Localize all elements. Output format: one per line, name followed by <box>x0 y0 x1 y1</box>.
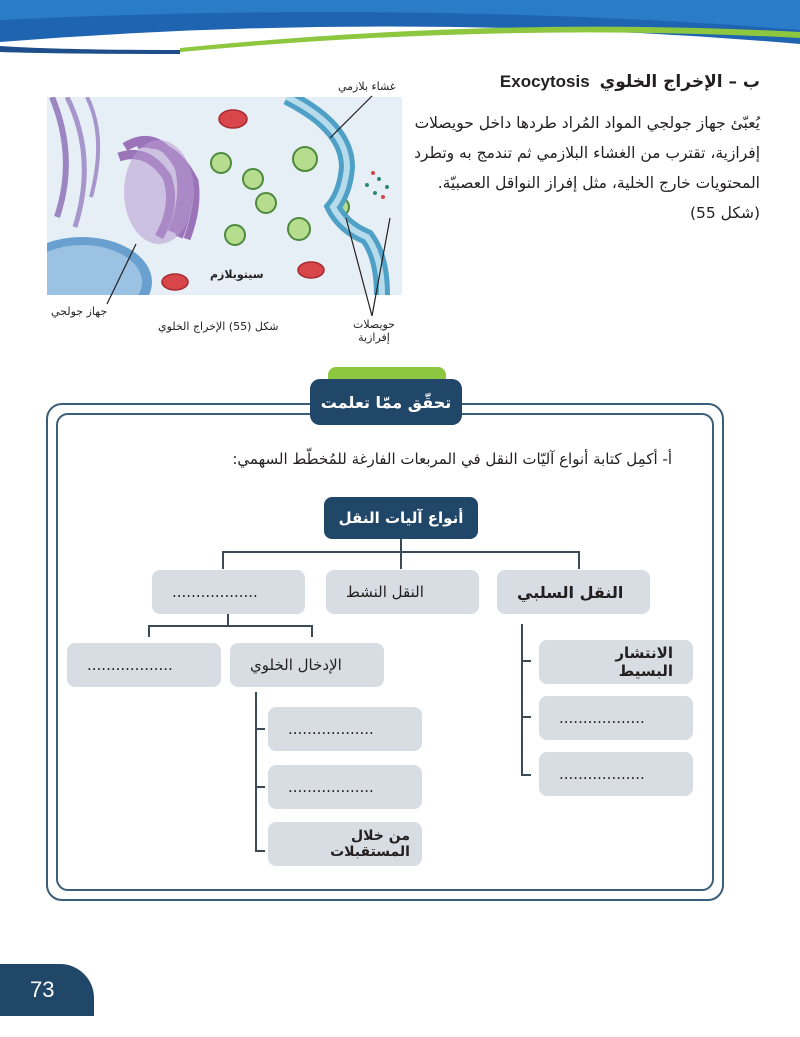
figure-leader-lines <box>0 0 800 380</box>
connector <box>311 625 313 637</box>
label-cytoplasm: سيتوبلازم <box>210 268 264 281</box>
figure-caption: شكل (55) الإخراج الخلوي <box>158 320 279 333</box>
connector <box>255 728 265 730</box>
review-instruction: أ- أكمِل كتابة أنواع آليّات النقل في المربعات الفارغة للمُخطّط السهمي: <box>232 450 672 468</box>
label-golgi: جهاز جولجي <box>51 305 108 318</box>
blank-box-passive-1[interactable]: .................. <box>539 696 693 740</box>
blank-box-passive-2[interactable]: .................. <box>539 752 693 796</box>
section-title-en: Exocytosis <box>499 72 590 91</box>
label-vesicles-line2: إفرازية <box>358 331 390 344</box>
section-letter: ب – <box>728 72 760 92</box>
connector <box>521 660 531 662</box>
connector <box>148 625 313 627</box>
connector <box>255 850 265 852</box>
connector <box>521 624 523 776</box>
receptors-box: من خلال المستقبلات <box>268 822 422 866</box>
connector <box>222 551 224 569</box>
passive-transport-box: النقل السلبي <box>497 570 650 614</box>
connector <box>578 551 580 569</box>
root-box: أنواع آليات النقل <box>324 497 478 539</box>
label-plasma-membrane: غشاء بلازمي <box>338 80 396 93</box>
connector <box>521 716 531 718</box>
simple-diffusion-box: الانتشار البسيط <box>539 640 693 684</box>
connector <box>148 625 150 637</box>
connector <box>521 774 531 776</box>
connector <box>255 786 265 788</box>
label-vesicles-line1: حويصلات <box>352 318 395 331</box>
body-paragraph: يُعبّئ جهاز جولجي المواد المُراد طردها داخل حويصلات إفرازية، تقترب من الغشاء البلازمي ثم تندمج به وتطرد المحتويات خارج الخلية، مثل إفراز النواقل العصبيّة. (شكل 55) <box>414 114 760 222</box>
label-vesicles <box>350 318 398 344</box>
connector <box>255 692 257 852</box>
section-title-ar: الإخراج الخلوي <box>599 72 723 92</box>
connector <box>400 551 402 569</box>
blank-box-endo-1[interactable]: .................. <box>268 707 422 751</box>
endocytosis-box: الإدخال الخلوي <box>230 643 384 687</box>
page-number: 73 <box>0 964 94 1016</box>
blank-transport-box[interactable]: .................. <box>152 570 305 614</box>
blank-box-left[interactable]: .................. <box>67 643 221 687</box>
active-transport-box: النقل النشط <box>326 570 479 614</box>
blank-box-endo-2[interactable]: .................. <box>268 765 422 809</box>
review-title: تحقّق ممّا تعلمت <box>310 379 462 425</box>
